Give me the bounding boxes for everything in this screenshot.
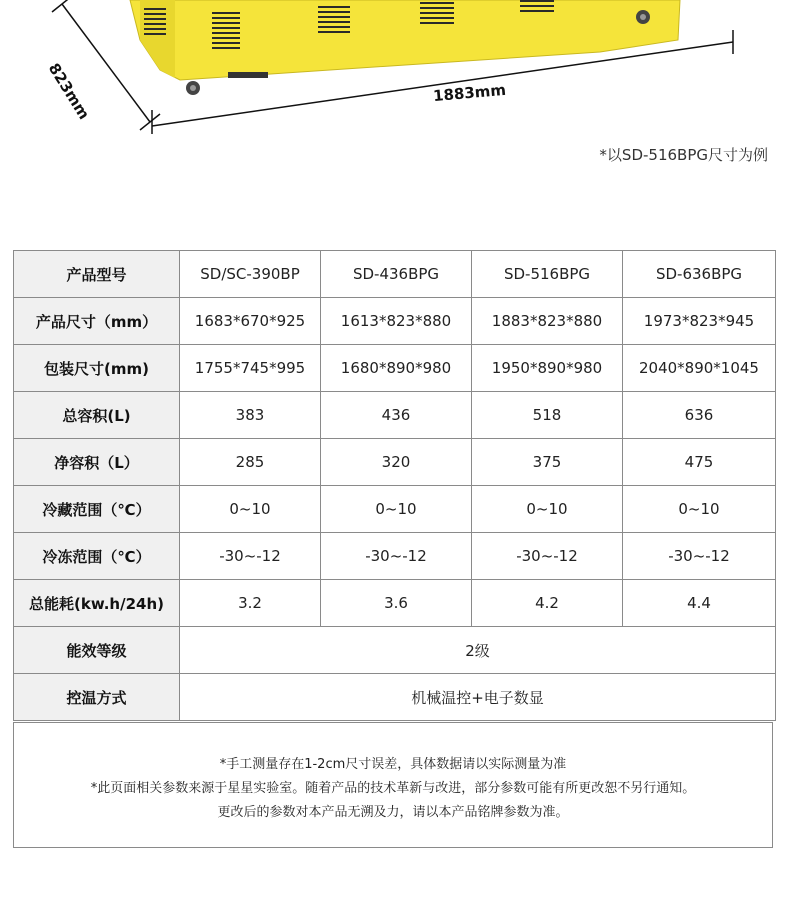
table-cell: 383 [180,392,321,439]
row-label: 产品尺寸（mm） [14,298,180,345]
table-cell: 4.2 [472,580,623,627]
table-cell: 3.2 [180,580,321,627]
table-cell: -30~-12 [321,533,472,580]
table-row [14,439,776,486]
row-label: 总容积(L) [14,392,180,439]
row-label: 冷冻范围（℃） [14,533,180,580]
front-vent-4 [520,0,554,12]
table-cell: 375 [472,439,623,486]
model-cell: SD-636BPG [623,251,776,298]
table-cell: 1973*823*945 [623,298,776,345]
table-cell: 1950*890*980 [472,345,623,392]
table-cell: 3.6 [321,580,472,627]
row-label: 控温方式 [14,674,180,721]
note-line: *此页面相关参数来源于星星实验室。随着产品的技术革新与改进，部分参数可能有所更改恕不另行通知。 [90,781,696,796]
row-label: 包装尺寸(mm) [14,345,180,392]
model-cell: SD-436BPG [321,251,472,298]
table-cell: -30~-12 [623,533,776,580]
temp-control-value: 机械温控+电子数显 [180,674,776,721]
table-cell: 0~10 [472,486,623,533]
example-note: *以SD-516BPG尺寸为例 [599,146,768,164]
table-row [14,580,776,627]
table-cell: 1683*670*925 [180,298,321,345]
freezer-illustration [0,0,790,140]
table-cell: 518 [472,392,623,439]
table-cell: 0~10 [623,486,776,533]
row-label: 能效等级 [14,627,180,674]
table-row [14,486,776,533]
table-cell: 475 [623,439,776,486]
note-line: *手工测量存在1-2cm尺寸误差，具体数据请以实际测量为准 [219,757,567,772]
table-header-row [14,251,776,298]
table-cell: 636 [623,392,776,439]
energy-grade-value: 2级 [180,627,776,674]
table-cell: 1613*823*880 [321,298,472,345]
table-cell: 1680*890*980 [321,345,472,392]
table-cell: 1883*823*880 [472,298,623,345]
note-line: 更改后的参数对本产品无溯及力，请以本产品铭牌参数为准。 [217,805,569,820]
header-label: 产品型号 [14,251,180,298]
model-cell: SD-516BPG [472,251,623,298]
table-row-energy-grade [14,627,776,674]
table-cell: 436 [321,392,472,439]
table-cell: -30~-12 [180,533,321,580]
table-cell: 1755*745*995 [180,345,321,392]
row-label: 净容积（L） [14,439,180,486]
table-row [14,298,776,345]
depth-dimension-label: 823mm [44,60,94,123]
row-label: 总能耗(kw.h/24h) [14,580,180,627]
row-label: 冷藏范围（℃） [14,486,180,533]
table-row [14,533,776,580]
table-cell: 285 [180,439,321,486]
table-row [14,345,776,392]
notes-box [13,722,773,848]
base-plate [228,72,268,78]
spec-table [13,250,776,721]
table-cell: 2040*890*1045 [623,345,776,392]
table-cell: 320 [321,439,472,486]
table-cell: -30~-12 [472,533,623,580]
table-row-temp-control [14,674,776,721]
model-cell: SD/SC-390BP [180,251,321,298]
table-row [14,392,776,439]
width-dimension-label: 1883mm [432,80,507,106]
table-cell: 0~10 [321,486,472,533]
table-cell: 0~10 [180,486,321,533]
table-cell: 4.4 [623,580,776,627]
